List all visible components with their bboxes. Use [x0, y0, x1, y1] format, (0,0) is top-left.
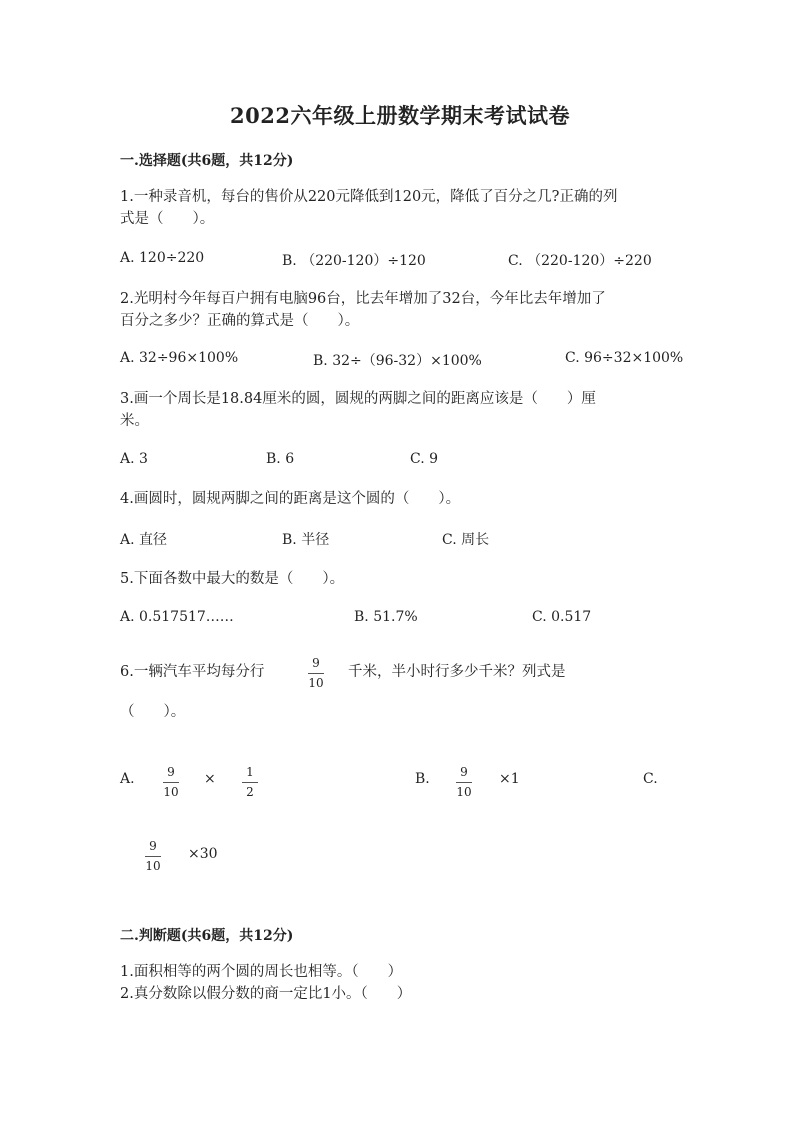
question-1-option-a: A. 120÷220 — [120, 250, 205, 266]
question-4-line1: 4.画圆时，圆规两脚之间的距离是这个圆的（ ）。 — [120, 491, 461, 507]
question-3-option-b: B. 6 — [266, 451, 295, 467]
fraction-numerator: 9 — [167, 765, 175, 779]
question-4-option-b: B. 半径 — [282, 532, 330, 548]
question-2-option-b: B. 32÷（96-32）×100% — [313, 353, 482, 369]
question-6-option-c-fraction — [145, 839, 161, 874]
question-6-option-b-label: B. — [415, 771, 430, 787]
fraction-denominator: 10 — [145, 859, 161, 873]
question-5-option-b: B. 51.7% — [354, 609, 418, 625]
question-6-option-b-fraction — [456, 765, 472, 800]
fraction-numerator: 9 — [149, 839, 157, 853]
page-title: 2022六年级上册数学期末考试试卷 — [230, 103, 570, 128]
section-choice-heading: 一.选择题(共6题，共12分) — [120, 153, 294, 169]
question-6-option-a-fraction-2 — [242, 765, 258, 800]
question-3-line2: 米。 — [120, 413, 149, 429]
section-judge-heading: 二.判断题(共6题，共12分) — [120, 928, 294, 944]
question-3-line1: 3.画一个周长是18.84厘米的圆，圆规的两脚之间的距离应该是（ ）厘 — [120, 391, 596, 407]
question-1-line2: 式是（ ）。 — [120, 211, 215, 227]
fraction-denominator: 10 — [456, 785, 472, 799]
question-6-option-a-fraction-1 — [163, 765, 179, 800]
question-1-line1: 1.一种录音机，每台的售价从220元降低到120元，降低了百分之几?正确的列 — [120, 189, 618, 205]
fraction-numerator: 9 — [460, 765, 468, 779]
question-6-line2: （ ）。 — [120, 704, 186, 720]
question-6-option-a-label: A. — [120, 771, 135, 787]
fraction-numerator: 9 — [312, 656, 320, 670]
fraction-bar — [145, 856, 161, 857]
question-5-option-c: C. 0.517 — [532, 609, 592, 625]
fraction-numerator: 1 — [246, 765, 254, 779]
fraction-denominator: 10 — [163, 785, 179, 799]
question-2-line1: 2.光明村今年每百户拥有电脑96台，比去年增加了32台，今年比去年增加了 — [120, 291, 606, 307]
question-1-option-b: B. （220-120）÷120 — [282, 253, 426, 269]
judge-question-1: 1.面积相等的两个圆的周长也相等。（ ） — [120, 964, 403, 980]
question-5-option-a: A. 0.517517…… — [120, 609, 234, 625]
fraction-bar — [163, 782, 179, 783]
question-2-option-c: C. 96÷32×100% — [565, 350, 684, 366]
times-sign: × — [204, 771, 216, 787]
question-4-option-a: A. 直径 — [120, 532, 168, 548]
question-2-line2: 百分之多少？正确的算式是（ ）。 — [120, 313, 360, 329]
fraction-denominator: 2 — [246, 785, 254, 799]
fraction-nine-tenths — [308, 656, 324, 691]
question-6-suffix: 千米，半小时行多少千米？列式是 — [348, 664, 566, 680]
question-3-option-c: C. 9 — [410, 451, 439, 467]
question-5-line1: 5.下面各数中最大的数是（ ）。 — [120, 571, 345, 587]
question-3-option-a: A. 3 — [120, 451, 148, 467]
fraction-bar — [456, 782, 472, 783]
fraction-bar — [308, 673, 324, 674]
question-6-option-c-rest: ×30 — [188, 846, 218, 862]
fraction-bar — [242, 782, 258, 783]
question-1-option-c: C. （220-120）÷220 — [508, 253, 652, 269]
question-6-option-b-rest: ×1 — [499, 771, 520, 787]
judge-question-2: 2.真分数除以假分数的商一定比1小。（ ） — [120, 986, 412, 1002]
question-4-option-c: C. 周长 — [442, 532, 490, 548]
question-6-prefix: 6.一辆汽车平均每分行 — [120, 664, 265, 680]
fraction-denominator: 10 — [308, 676, 324, 690]
question-6-option-c-label: C. — [643, 771, 658, 787]
question-2-option-a: A. 32÷96×100% — [120, 350, 239, 366]
